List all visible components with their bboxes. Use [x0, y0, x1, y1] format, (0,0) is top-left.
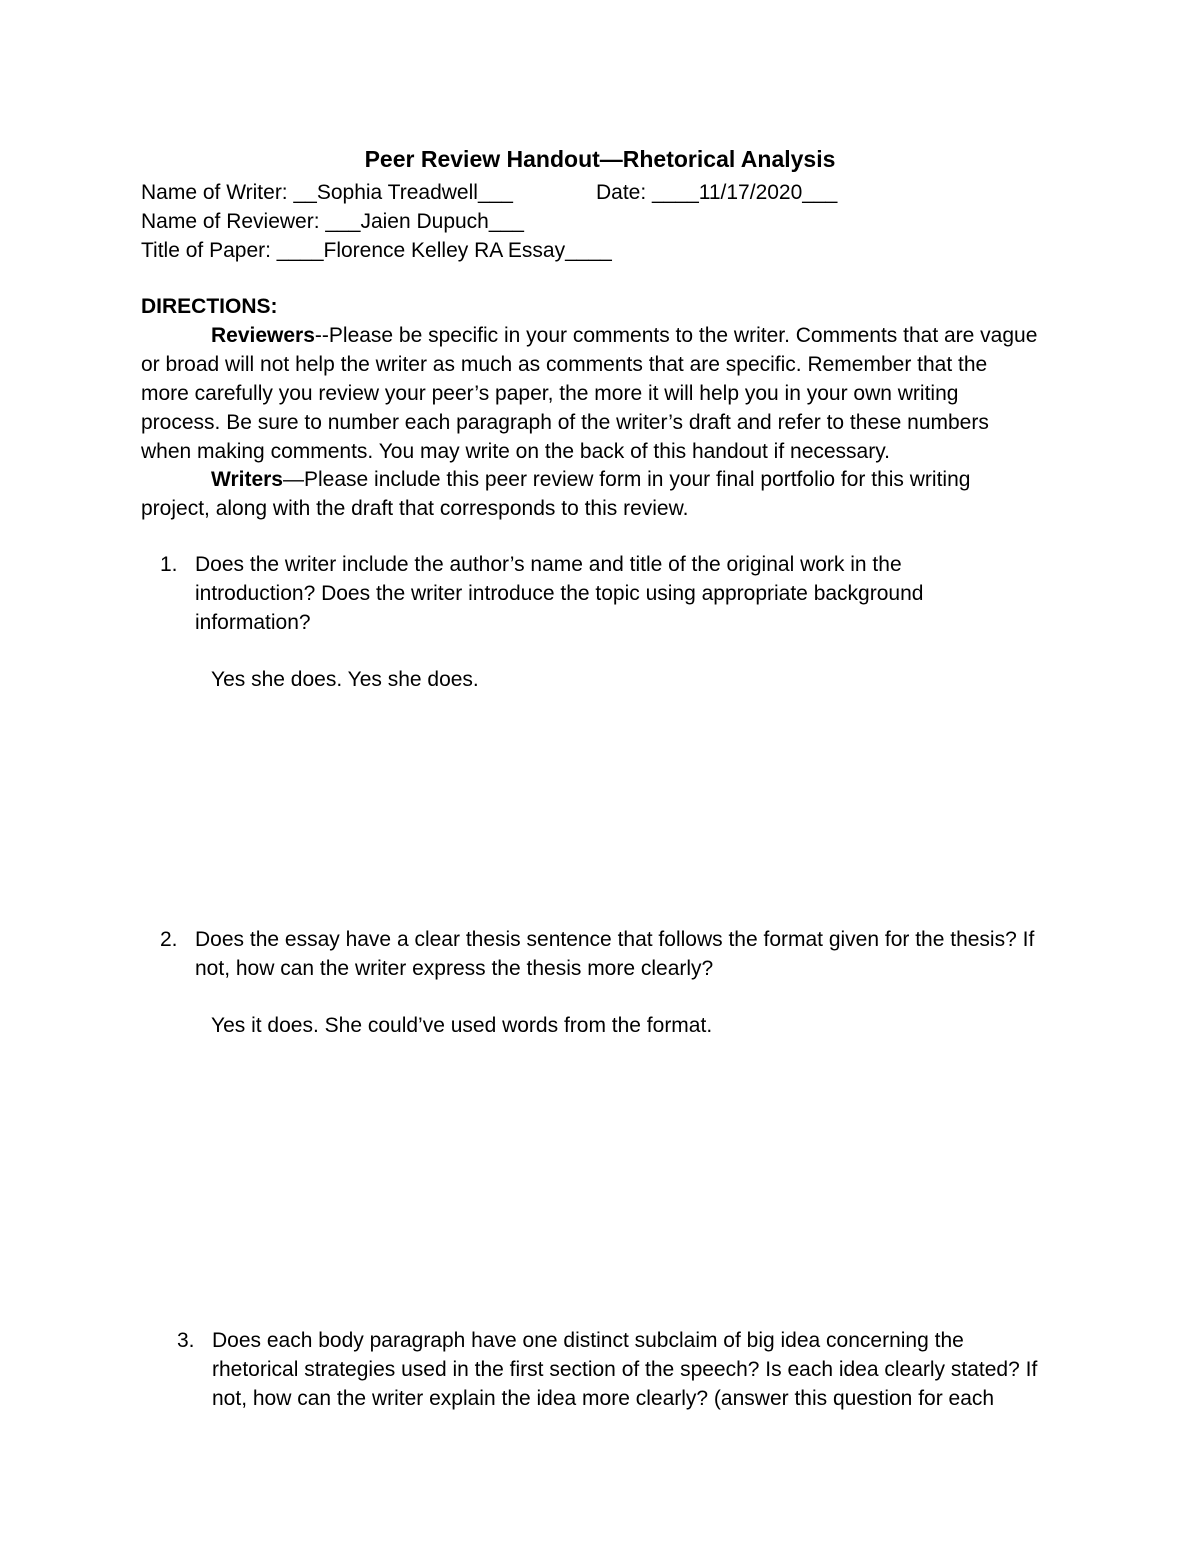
- answer-1: Yes she does. Yes she does.: [211, 668, 479, 691]
- writer-field: [141, 178, 513, 207]
- question-2-text: not, how can the writer express the thesis more clearly?: [195, 957, 714, 980]
- writer-label: Name of Writer:: [141, 181, 294, 204]
- paper-value: ____Florence Kelley RA Essay____: [276, 239, 612, 262]
- writers-text: —Please include this peer review form in your final portfolio for this writing: [282, 468, 971, 491]
- question-3-text: rhetorical strategies used in the first section of the speech? Is each idea clearly stated? If: [212, 1358, 1038, 1381]
- date-value: ____11/17/2020___: [652, 181, 838, 204]
- answer-2: Yes it does. She could’ve used words from the format.: [211, 1014, 713, 1037]
- writers-text-line: project, along with the draft that corresponds to this review.: [141, 497, 689, 520]
- reviewer-field: [141, 207, 524, 236]
- page-title: Peer Review Handout—Rhetorical Analysis: [364, 146, 836, 172]
- reviewers-text-line: more carefully you review your peer’s paper, the more it will help you in your own writing: [141, 382, 959, 405]
- reviewers-instructions-line: [211, 321, 1037, 350]
- paper-label: Title of Paper:: [141, 239, 277, 262]
- reviewer-value: ___Jaien Dupuch___: [325, 210, 524, 233]
- reviewers-text-line: when making comments. You may write on the back of this handout if necessary.: [141, 440, 891, 463]
- reviewers-text: --Please be specific in your comments to the writer. Comments that are vague: [314, 324, 1038, 347]
- question-3-number: 3.: [177, 1329, 195, 1352]
- writers-instructions-line: [211, 465, 970, 494]
- question-2-text: Does the essay have a clear thesis sentence that follows the format given for the thesis? If: [195, 928, 1035, 951]
- reviewers-text-line: process. Be sure to number each paragraph of the writer’s draft and refer to these numbers: [141, 411, 989, 434]
- question-3-text: Does each body paragraph have one distinct subclaim of big idea concerning the: [212, 1329, 964, 1352]
- reviewers-label: Reviewers: [211, 324, 315, 347]
- directions-heading: DIRECTIONS:: [141, 295, 278, 318]
- question-1-number: 1.: [160, 553, 178, 576]
- writer-value: __Sophia Treadwell___: [293, 181, 513, 204]
- question-1-text: Does the writer include the author’s name and title of the original work in the: [195, 553, 902, 576]
- paper-title-field: [141, 236, 612, 265]
- date-field: [596, 178, 837, 207]
- reviewer-label: Name of Reviewer:: [141, 210, 326, 233]
- question-3-text: not, how can the writer explain the idea more clearly? (answer this question for each: [212, 1387, 995, 1410]
- question-2-number: 2.: [160, 928, 178, 951]
- writers-label: Writers: [211, 468, 283, 491]
- question-1-text: information?: [195, 611, 311, 634]
- question-1-text: introduction? Does the writer introduce the topic using appropriate background: [195, 582, 924, 605]
- reviewers-text-line: or broad will not help the writer as much as comments that are specific. Remember that the: [141, 353, 988, 376]
- date-label: Date:: [596, 181, 653, 204]
